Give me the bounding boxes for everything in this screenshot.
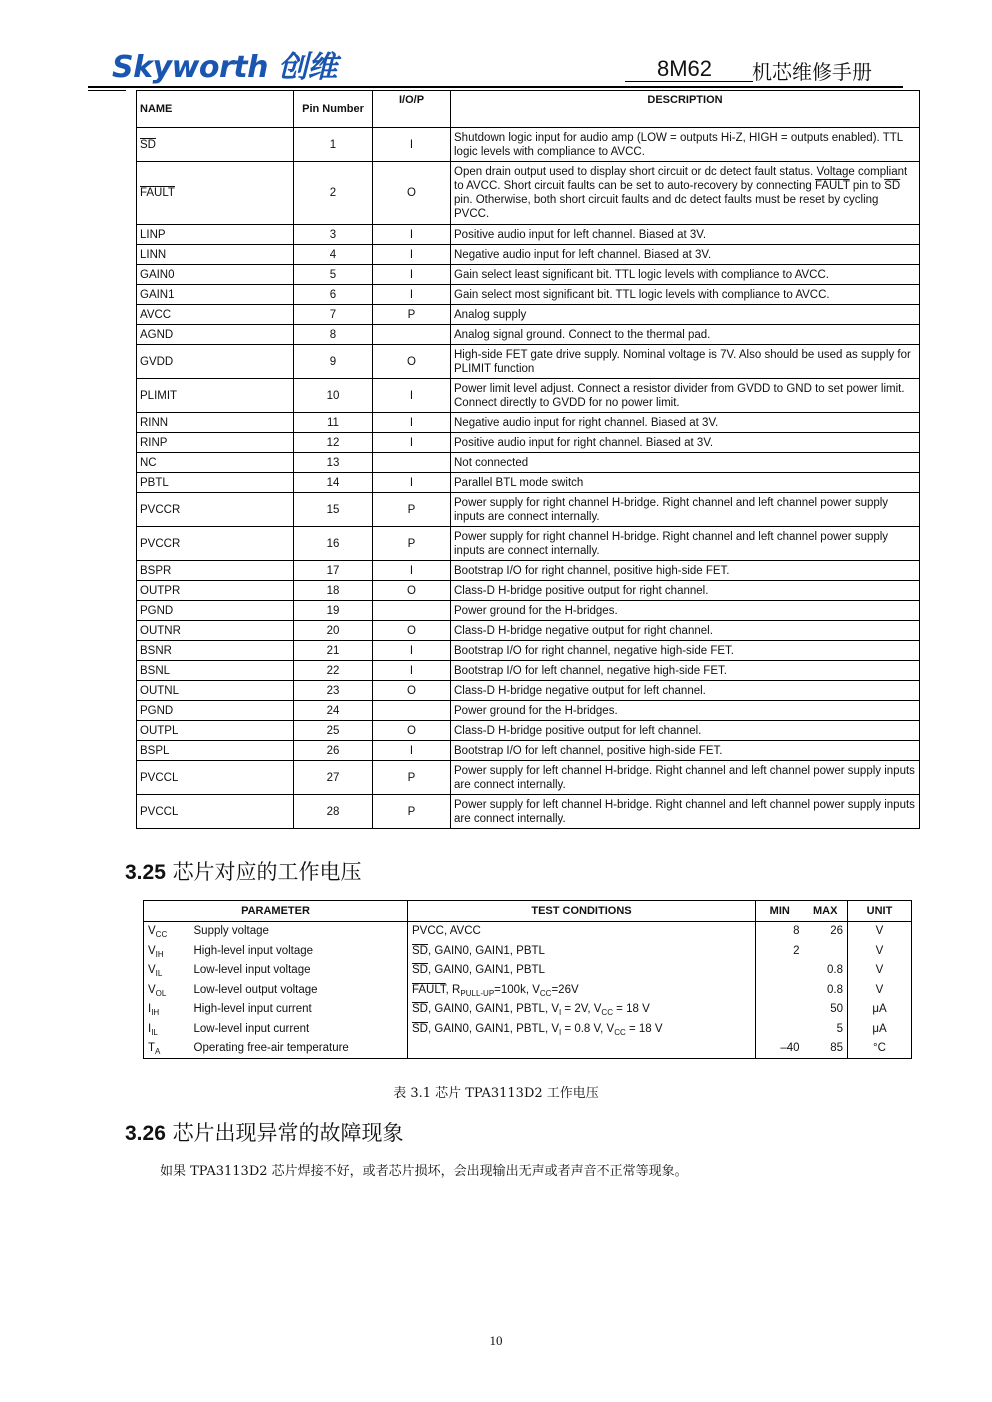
symbol: $V_{IH}$ — [148, 944, 164, 959]
text-segment: Gain select least significant bit. TTL logic levels with compliance to AVCC. — [454, 268, 829, 281]
parameter: High-level input voltage — [193, 944, 314, 957]
table-row — [137, 581, 920, 601]
section-heading-3-25: 3.25 芯片对应的工作电压 — [125, 860, 362, 884]
pin-name: OUTNL — [137, 681, 294, 701]
pin-io-type: I — [373, 285, 451, 305]
max-value: 26 — [830, 925, 843, 938]
text-segment: Not connected — [454, 456, 529, 469]
col-header-min: MIN — [756, 901, 804, 922]
symbol: $I_{IL}$ — [148, 1022, 158, 1037]
pin-name: PVCCL — [137, 761, 294, 795]
pin-number: 27 — [294, 761, 373, 795]
text-segment: $\overline{SD}$ — [412, 964, 428, 977]
unit: μA — [848, 1000, 912, 1020]
subscript: CC — [614, 1027, 626, 1037]
text-segment: , R — [445, 983, 461, 996]
pin-name: AGND — [137, 325, 294, 345]
table-caption: 表 3.1 芯片 TPA3113D2 工作电压 — [393, 1086, 599, 1101]
pin-description — [451, 761, 920, 795]
pin-io-type: P — [373, 795, 451, 829]
pin-io-type: O — [373, 581, 451, 601]
pin-description — [451, 433, 920, 453]
text-segment: pin. Otherwise, both short circuit faults and dc detect faults must be reset by cycling PVCC. — [454, 194, 879, 220]
pin-number: 22 — [294, 661, 373, 681]
text-segment: Bootstrap I/O for left channel, positive high-side FET. — [454, 744, 723, 757]
unit: V — [848, 961, 912, 981]
symbol: $I_{IH}$ — [148, 1003, 160, 1018]
pin-description — [451, 225, 920, 245]
text-segment: = 18 V — [612, 1003, 650, 1016]
text-segment: Bootstrap I/O for right channel, negative high-side FET. — [454, 644, 734, 657]
table-row — [137, 621, 920, 641]
pin-io-type: I — [373, 641, 451, 661]
max-value: 50 — [830, 1003, 843, 1016]
skyworth-logo: Skyworth 创维 — [112, 50, 337, 85]
operating-conditions-table — [143, 900, 912, 1059]
parameter: High-level input current — [193, 1003, 312, 1016]
subscript: I — [559, 1008, 562, 1018]
text-segment: , GAIN0, GAIN1, PBTL, V — [427, 1022, 559, 1035]
pin-io-type: P — [373, 493, 451, 527]
pin-name: OUTPR — [137, 581, 294, 601]
test-conditions — [408, 1039, 756, 1059]
text-segment: $\overline{SD}$ — [412, 1003, 428, 1016]
table-row — [137, 453, 920, 473]
table-row — [144, 921, 912, 941]
pin-io-type — [373, 601, 451, 621]
col-header-max: MAX — [804, 901, 848, 922]
max-value — [804, 941, 848, 961]
table-row — [137, 225, 920, 245]
text-segment: =100k, V — [494, 983, 540, 996]
pin-description — [451, 473, 920, 493]
col-header-name: NAME — [137, 91, 294, 128]
pin-io-type: I — [373, 561, 451, 581]
table-row — [137, 641, 920, 661]
parameter: Low-level input current — [193, 1022, 310, 1035]
table-row — [137, 128, 920, 162]
text-segment: = 2V, V — [561, 1003, 602, 1016]
table-row — [137, 601, 920, 621]
text-segment: Class-D H-bridge positive output for left channel. — [454, 724, 702, 737]
pin-name: OUTPL — [137, 721, 294, 741]
subscript: PULL-UP — [460, 988, 495, 998]
pin-description — [451, 265, 920, 285]
pin-name: BSNR — [137, 641, 294, 661]
table-row — [137, 245, 920, 265]
pin-name: PGND — [137, 701, 294, 721]
text-segment: Power supply for left channel H-bridge. Right channel and left channel power supply inputs are connect internally. — [454, 798, 915, 825]
unit: μA — [848, 1019, 912, 1039]
pin-io-type — [373, 701, 451, 721]
pin-number: 18 — [294, 581, 373, 601]
text-segment: Power supply for right channel H-bridge. Right channel and left channel power supply inputs are connect internally. — [454, 496, 889, 523]
text-segment: =26V — [551, 983, 579, 996]
pin-description-table — [136, 90, 920, 829]
table-row — [137, 162, 920, 225]
table-row — [137, 761, 920, 795]
text-segment: High-side FET gate drive supply. Nominal voltage is 7V. Also should be used as supply for PLIMIT function — [454, 348, 911, 375]
header-rule — [88, 86, 903, 88]
pin-description — [451, 621, 920, 641]
pin-number: 28 — [294, 795, 373, 829]
pin-io-type: O — [373, 621, 451, 641]
table-row — [144, 980, 912, 1000]
subscript: CC — [539, 988, 552, 998]
pin-io-type: I — [373, 661, 451, 681]
pin-io-type: I — [373, 225, 451, 245]
table-row — [137, 345, 920, 379]
pin-number: 24 — [294, 701, 373, 721]
pin-name: PBTL — [137, 473, 294, 493]
test-conditions — [408, 1000, 756, 1020]
pin-description — [451, 413, 920, 433]
unit: V — [848, 941, 912, 961]
pin-name: GAIN1 — [137, 285, 294, 305]
pin-io-type: I — [373, 128, 451, 162]
pin-number: 21 — [294, 641, 373, 661]
pin-number: 23 — [294, 681, 373, 701]
header-underline — [625, 81, 753, 82]
min-value: –40 — [756, 1039, 804, 1059]
pin-description — [451, 527, 920, 561]
pin-description — [451, 681, 920, 701]
pin-description — [451, 795, 920, 829]
text-segment: Class-D H-bridge negative output for right channel. — [454, 624, 713, 637]
pin-description — [451, 661, 920, 681]
pin-number: 13 — [294, 453, 373, 473]
text-segment: Parallel BTL mode switch — [454, 476, 584, 489]
col-header-unit: UNIT — [848, 901, 912, 922]
min-value: 8 — [756, 921, 804, 941]
text-segment: Gain select most significant bit. TTL logic levels with compliance to AVCC. — [454, 288, 830, 301]
text-segment: Class-D H-bridge positive output for right channel. — [454, 584, 709, 597]
text-segment: , GAIN0, GAIN1, PBTL, V — [427, 1003, 559, 1016]
text-segment: Bootstrap I/O for left channel, negative high-side FET. — [454, 664, 727, 677]
test-conditions — [408, 961, 756, 981]
pin-number: 17 — [294, 561, 373, 581]
subscript: I — [559, 1027, 562, 1037]
pin-description — [451, 741, 920, 761]
min-value — [756, 961, 804, 981]
pin-io-type: P — [373, 527, 451, 561]
text-segment: = 0.8 V, V — [561, 1022, 615, 1035]
table-row — [137, 265, 920, 285]
pin-description — [451, 601, 920, 621]
text-segment: Open drain output used to display short circuit or dc detect fault status. Voltage compliant to AVCC. Short circuit faults can be set to auto-recovery by connecting — [454, 166, 908, 192]
table-row — [137, 701, 920, 721]
pin-name: BSPL — [137, 741, 294, 761]
pin-description — [451, 285, 920, 305]
text-segment: = 18 V — [625, 1022, 663, 1035]
pin-io-type: I — [373, 379, 451, 413]
pin-number: 8 — [294, 325, 373, 345]
min-value — [756, 980, 804, 1000]
pin-name: $\overline{SD}$ — [137, 128, 294, 162]
pin-io-type — [373, 325, 451, 345]
text-segment: Power supply for left channel H-bridge. Right channel and left channel power supply inputs are connect internally. — [454, 764, 915, 791]
test-conditions — [408, 980, 756, 1000]
pin-description — [451, 162, 920, 225]
unit: V — [848, 980, 912, 1000]
pin-number: 19 — [294, 601, 373, 621]
pin-number: 26 — [294, 741, 373, 761]
pin-number: 2 — [294, 162, 373, 225]
test-conditions — [408, 941, 756, 961]
pin-description — [451, 345, 920, 379]
table-row — [137, 493, 920, 527]
table-row — [137, 433, 920, 453]
text-segment: $\overline{SD}$ — [412, 1022, 428, 1035]
pin-number: 9 — [294, 345, 373, 379]
text-segment: Positive audio input for left channel. Biased at 3V. — [454, 228, 707, 241]
text-segment: , GAIN0, GAIN1, PBTL — [427, 964, 545, 977]
max-value: 85 — [830, 1042, 843, 1055]
text-segment: Power limit level adjust. Connect a resistor divider from GVDD to GND to set power limit. Connect directly to GVDD for no power limit. — [454, 382, 905, 409]
pin-name: RINP — [137, 433, 294, 453]
text-segment: Analog signal ground. Connect to the thermal pad. — [454, 328, 711, 341]
text-segment: $\overline{SD}$ — [884, 180, 901, 192]
pin-name: OUTNR — [137, 621, 294, 641]
text-segment: pin to — [849, 180, 885, 192]
table-row — [144, 961, 912, 981]
manual-title: 机芯维修手册 — [752, 60, 872, 84]
pin-name: AVCC — [137, 305, 294, 325]
symbol: $T_A$ — [148, 1042, 161, 1057]
pin-io-type: O — [373, 162, 451, 225]
table-row — [137, 325, 920, 345]
pin-name: BSPR — [137, 561, 294, 581]
unit: °C — [848, 1039, 912, 1059]
pin-number: 14 — [294, 473, 373, 493]
pin-name: RINN — [137, 413, 294, 433]
text-segment: Power supply for right channel H-bridge. Right channel and left channel power supply inputs are connect internally. — [454, 530, 889, 557]
max-value: 0.8 — [827, 964, 843, 977]
text-segment: Negative audio input for left channel. Biased at 3V. — [454, 248, 712, 261]
table-row — [137, 661, 920, 681]
pin-io-type: P — [373, 305, 451, 325]
table-row — [137, 379, 920, 413]
table-row — [137, 681, 920, 701]
pin-io-type: O — [373, 721, 451, 741]
text-segment: Power ground for the H-bridges. — [454, 704, 618, 717]
table-row — [137, 741, 920, 761]
pin-name: PLIMIT — [137, 379, 294, 413]
parameter: Low-level output voltage — [193, 983, 318, 996]
text-segment: $\overline{SD}$ — [412, 944, 428, 957]
pin-io-type: I — [373, 265, 451, 285]
table-row — [144, 1000, 912, 1020]
text-segment: FAULT — [412, 983, 446, 996]
pin-io-type: I — [373, 433, 451, 453]
pin-number: 11 — [294, 413, 373, 433]
pin-description — [451, 701, 920, 721]
pin-name: PVCCL — [137, 795, 294, 829]
test-conditions — [408, 1019, 756, 1039]
text-segment: Class-D H-bridge negative output for left channel. — [454, 684, 706, 697]
pin-name: PVCCR — [137, 493, 294, 527]
pin-number: 5 — [294, 265, 373, 285]
page-number: 10 — [489, 1333, 503, 1348]
pin-number: 10 — [294, 379, 373, 413]
pin-description — [451, 305, 920, 325]
table-row — [137, 561, 920, 581]
pin-description — [451, 453, 920, 473]
pin-number: 12 — [294, 433, 373, 453]
text-segment: Positive audio input for right channel. Biased at 3V. — [454, 436, 714, 449]
col-header-description: DESCRIPTION — [451, 91, 920, 128]
pin-number: 3 — [294, 225, 373, 245]
pin-name: LINN — [137, 245, 294, 265]
pin-number: 15 — [294, 493, 373, 527]
text-segment: Bootstrap I/O for right channel, positive high-side FET. — [454, 564, 730, 577]
col-header-io: I/O/P — [373, 91, 451, 128]
pin-description — [451, 128, 920, 162]
header-rule-short — [88, 90, 126, 91]
table-row — [144, 1039, 912, 1059]
table-row — [144, 941, 912, 961]
pin-io-type: O — [373, 345, 451, 379]
pin-name: FAULT — [137, 162, 294, 225]
pin-name: PVCCR — [137, 527, 294, 561]
table-row — [144, 1019, 912, 1039]
pin-number: 16 — [294, 527, 373, 561]
text-segment: PVCC, AVCC — [412, 925, 481, 938]
pin-name: GVDD — [137, 345, 294, 379]
pin-name: GAIN0 — [137, 265, 294, 285]
text-segment: Shutdown logic input for audio amp (LOW = outputs Hi-Z, HIGH = outputs enabled). TTL logic levels with compliance to AVCC. — [454, 131, 903, 158]
pin-io-type: I — [373, 245, 451, 265]
pin-description — [451, 379, 920, 413]
table-row — [137, 305, 920, 325]
pin-number: 6 — [294, 285, 373, 305]
pin-name: NC — [137, 453, 294, 473]
col-header-pin: Pin Number — [294, 91, 373, 128]
text-segment: Analog supply — [454, 308, 527, 321]
section-heading-3-26: 3.26 芯片出现异常的故障现象 — [125, 1121, 404, 1145]
pin-description — [451, 581, 920, 601]
pin-name: LINP — [137, 225, 294, 245]
pin-io-type: O — [373, 681, 451, 701]
parameter: Supply voltage — [193, 925, 269, 938]
min-value — [756, 1000, 804, 1020]
subscript: CC — [601, 1008, 613, 1018]
pin-io-type — [373, 453, 451, 473]
text-segment: Negative audio input for right channel. Biased at 3V. — [454, 416, 719, 429]
pin-io-type: I — [373, 741, 451, 761]
table-row — [137, 795, 920, 829]
pin-description — [451, 641, 920, 661]
pin-io-type: I — [373, 473, 451, 493]
symbol: $V_{CC}$ — [148, 925, 168, 940]
col-header-test-conditions: TEST CONDITIONS — [408, 901, 756, 922]
text-segment: , GAIN0, GAIN1, PBTL — [427, 944, 545, 957]
body-paragraph: 如果 TPA3113D2 芯片焊接不好，或者芯片损坏，会出现输出无声或者声音不正常等现象。 — [160, 1164, 688, 1179]
col-header-parameter: PARAMETER — [144, 901, 408, 922]
table-row — [137, 473, 920, 493]
pin-number: 7 — [294, 305, 373, 325]
max-value: 0.8 — [827, 983, 843, 996]
pin-description — [451, 325, 920, 345]
min-value: 2 — [756, 941, 804, 961]
pin-number: 25 — [294, 721, 373, 741]
table-row — [137, 413, 920, 433]
model-code: 8M62 — [657, 56, 713, 81]
min-value — [756, 1019, 804, 1039]
pin-io-type: P — [373, 761, 451, 795]
pin-io-type: I — [373, 413, 451, 433]
text-segment: FAULT — [814, 180, 850, 192]
pin-name: PGND — [137, 601, 294, 621]
pin-number: 1 — [294, 128, 373, 162]
pin-description — [451, 561, 920, 581]
max-value: 5 — [836, 1022, 843, 1035]
pin-number: 20 — [294, 621, 373, 641]
parameter: Operating free-air temperature — [193, 1042, 349, 1055]
table-row — [137, 285, 920, 305]
pin-number: 4 — [294, 245, 373, 265]
pin-description — [451, 245, 920, 265]
symbol: $V_{IL}$ — [148, 964, 163, 979]
table-row — [137, 721, 920, 741]
text-segment: Power ground for the H-bridges. — [454, 604, 618, 617]
parameter: Low-level input voltage — [193, 964, 311, 977]
symbol: $V_{OL}$ — [148, 983, 167, 998]
pin-description — [451, 493, 920, 527]
table-row — [137, 527, 920, 561]
test-conditions — [408, 921, 756, 941]
pin-name: BSNL — [137, 661, 294, 681]
pin-description — [451, 721, 920, 741]
unit: V — [848, 921, 912, 941]
